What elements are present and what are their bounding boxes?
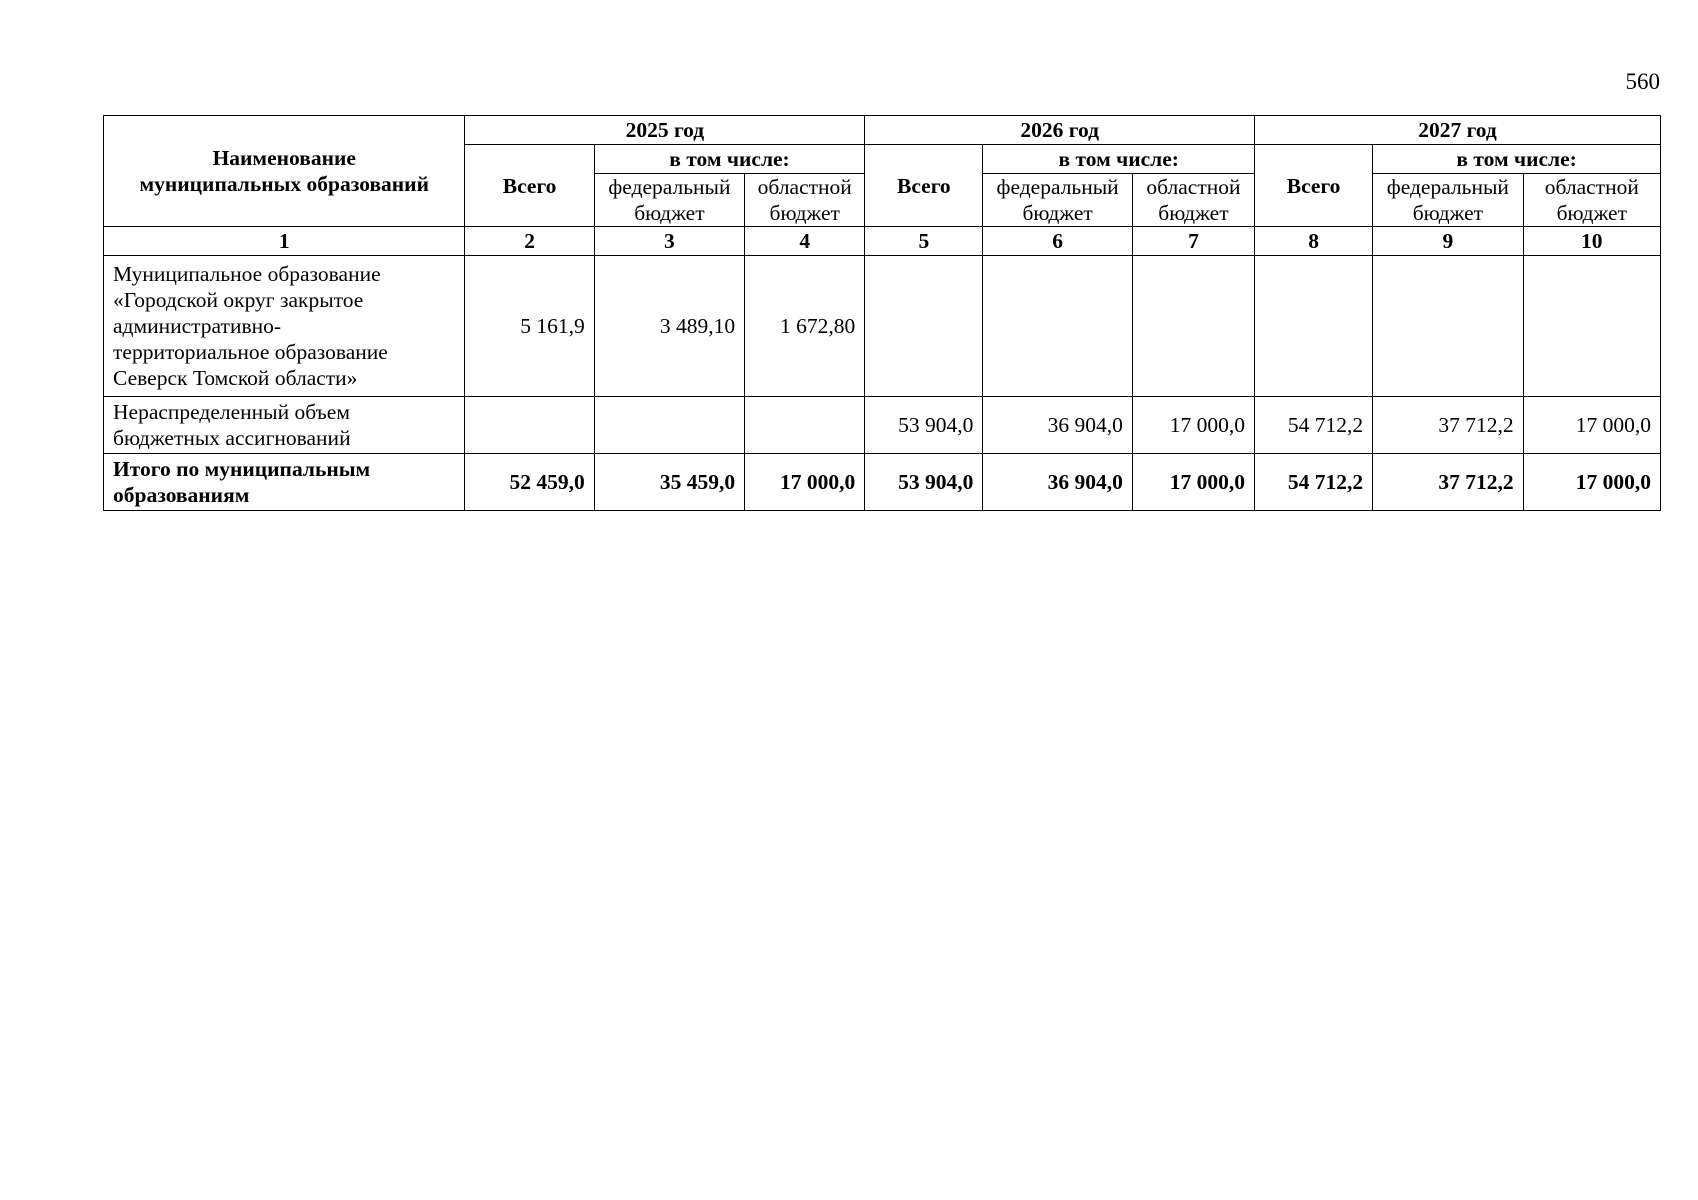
name-line: Нераспределенный объем xyxy=(113,400,350,424)
regional-header-line: областной xyxy=(1146,175,1241,199)
value-cell xyxy=(1373,256,1523,397)
regional-header-2027 xyxy=(1523,174,1660,227)
regional-header-line: бюджет xyxy=(1556,201,1627,225)
value-cell xyxy=(1132,256,1254,397)
regional-header-line: областной xyxy=(757,175,852,199)
table-row-total xyxy=(104,454,1661,511)
name-line: образованиям xyxy=(113,483,250,507)
regional-header-2026 xyxy=(1132,174,1254,227)
name-line: Северск Томской области» xyxy=(113,366,358,390)
year-header-2027: 2027 год xyxy=(1255,116,1661,145)
federal-header-line: федеральный xyxy=(1386,175,1509,199)
name-line: Итого по муниципальным xyxy=(113,457,371,481)
federal-header-line: федеральный xyxy=(608,175,731,199)
regional-header-line: областной xyxy=(1544,175,1639,199)
column-number: 5 xyxy=(865,227,983,256)
federal-header-line: федеральный xyxy=(996,175,1119,199)
federal-header-line: бюджет xyxy=(1412,201,1484,225)
column-number: 2 xyxy=(465,227,594,256)
value-cell xyxy=(745,397,865,454)
including-header-2026: в том числе: xyxy=(983,145,1255,174)
column-number: 7 xyxy=(1132,227,1254,256)
header-row-years xyxy=(104,116,1661,145)
total-value-cell: 35 459,0 xyxy=(594,454,744,511)
column-number: 9 xyxy=(1373,227,1523,256)
value-cell: 36 904,0 xyxy=(983,397,1132,454)
federal-header-line: бюджет xyxy=(634,201,705,225)
municipality-name-cell xyxy=(104,397,465,454)
name-header-line: муниципальных образований xyxy=(139,172,429,196)
table-row-seversk xyxy=(104,256,1661,397)
municipality-name-cell xyxy=(104,256,465,397)
value-cell xyxy=(465,397,594,454)
federal-header-line: бюджет xyxy=(1022,201,1093,225)
name-line: административно- xyxy=(113,314,282,338)
year-header-2025: 2025 год xyxy=(465,116,865,145)
total-value-cell: 17 000,0 xyxy=(1132,454,1254,511)
federal-header-2025 xyxy=(594,174,744,227)
value-cell: 5 161,9 xyxy=(465,256,594,397)
table-row-unallocated xyxy=(104,397,1661,454)
value-cell: 37 712,2 xyxy=(1373,397,1523,454)
value-cell xyxy=(594,397,744,454)
total-value-cell: 17 000,0 xyxy=(1523,454,1660,511)
value-cell: 3 489,10 xyxy=(594,256,744,397)
page-number: 560 xyxy=(1625,69,1660,94)
name-line: территориальное образование xyxy=(113,340,388,364)
including-header-2027: в том числе: xyxy=(1373,145,1661,174)
regional-header-line: бюджет xyxy=(1158,201,1229,225)
column-number: 1 xyxy=(104,227,465,256)
federal-header-2026 xyxy=(983,174,1132,227)
budget-table xyxy=(103,115,1661,511)
value-cell: 17 000,0 xyxy=(1523,397,1660,454)
total-value-cell: 37 712,2 xyxy=(1373,454,1523,511)
value-cell: 17 000,0 xyxy=(1132,397,1254,454)
value-cell xyxy=(983,256,1132,397)
column-number-row xyxy=(104,227,1661,256)
total-value-cell: 54 712,2 xyxy=(1255,454,1373,511)
total-value-cell: 36 904,0 xyxy=(983,454,1132,511)
total-header-2027: Всего xyxy=(1255,145,1373,227)
total-value-cell: 53 904,0 xyxy=(865,454,983,511)
column-number: 8 xyxy=(1255,227,1373,256)
year-header-2026: 2026 год xyxy=(865,116,1255,145)
total-value-cell: 52 459,0 xyxy=(465,454,594,511)
regional-header-line: бюджет xyxy=(769,201,840,225)
total-header-2026: Всего xyxy=(865,145,983,227)
column-number: 10 xyxy=(1523,227,1660,256)
column-number: 3 xyxy=(594,227,744,256)
value-cell xyxy=(1523,256,1660,397)
total-value-cell: 17 000,0 xyxy=(745,454,865,511)
name-column-header xyxy=(104,116,465,227)
value-cell xyxy=(865,256,983,397)
value-cell xyxy=(1255,256,1373,397)
federal-header-2027 xyxy=(1373,174,1523,227)
name-line: «Городской округ закрытое xyxy=(113,288,364,312)
including-header-2025: в том числе: xyxy=(594,145,865,174)
value-cell: 1 672,80 xyxy=(745,256,865,397)
column-number: 6 xyxy=(983,227,1132,256)
value-cell: 53 904,0 xyxy=(865,397,983,454)
name-line: бюджетных ассигнований xyxy=(113,426,351,450)
total-label-cell xyxy=(104,454,465,511)
value-cell: 54 712,2 xyxy=(1255,397,1373,454)
column-number: 4 xyxy=(745,227,865,256)
total-header-2025: Всего xyxy=(465,145,594,227)
name-line: Муниципальное образование xyxy=(113,262,381,286)
name-header-line: Наименование xyxy=(212,146,356,170)
regional-header-2025 xyxy=(745,174,865,227)
